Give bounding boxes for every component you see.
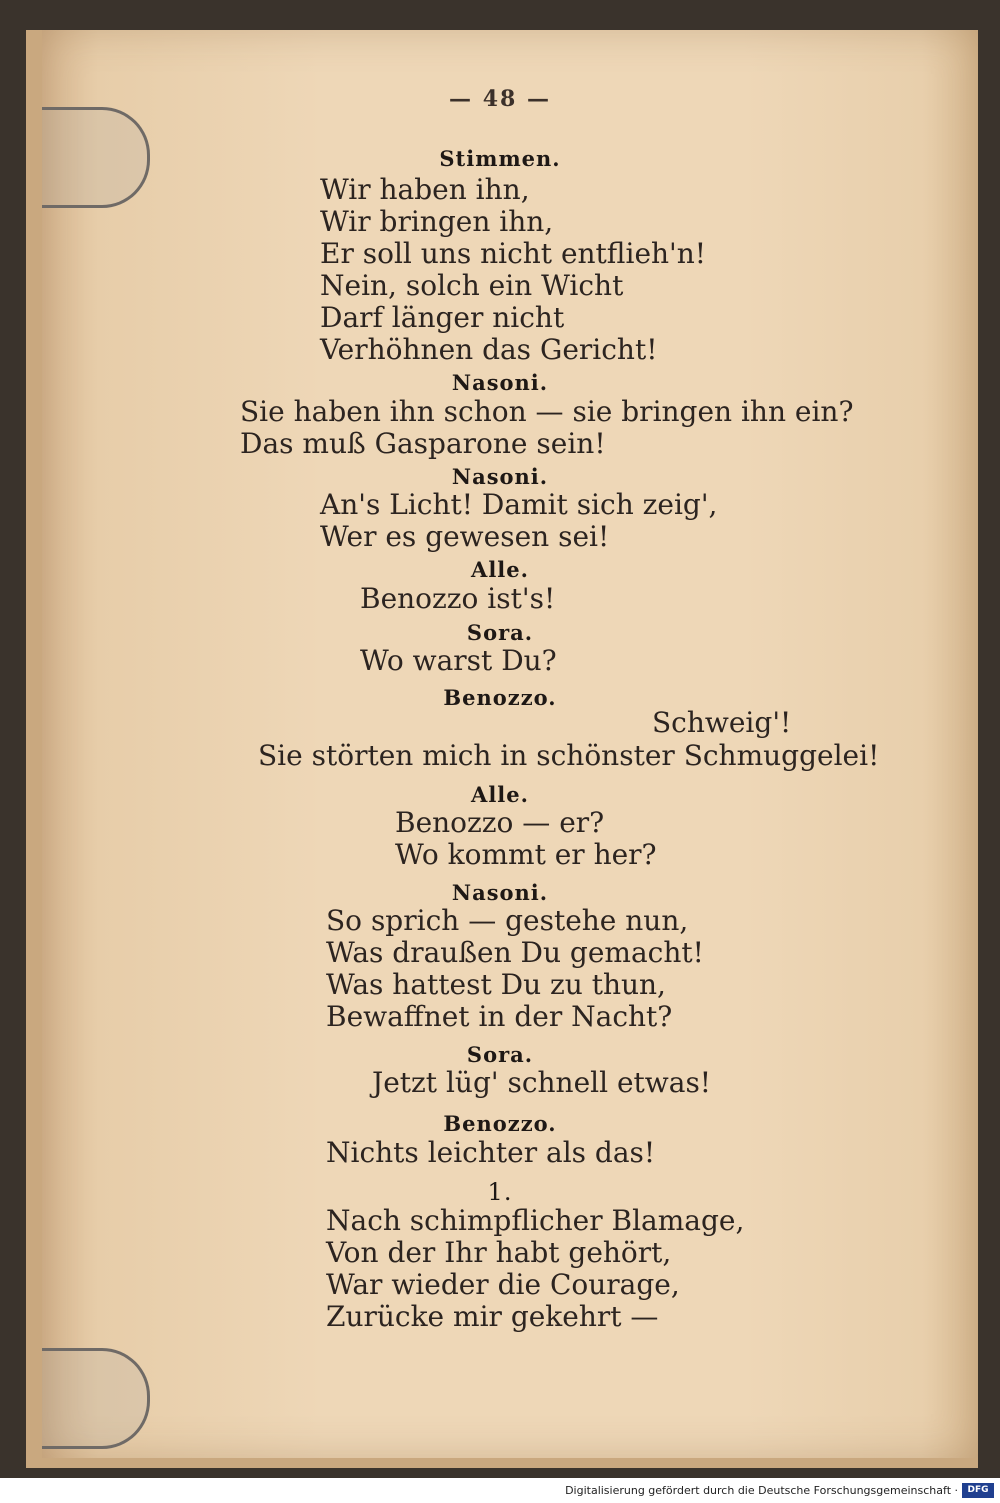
verse-line: Wo warst Du? — [360, 644, 557, 677]
speaker-label: Nasoni. — [451, 880, 549, 905]
verse-line: Wer es gewesen sei! — [320, 520, 610, 553]
verse-line: Nach schimpflicher Blamage, — [326, 1204, 745, 1237]
verse-line: Sie haben ihn schon — sie bringen ihn ein? — [240, 395, 854, 428]
verse-line: Nein, solch ein Wicht — [320, 269, 624, 302]
dfg-logo-icon: DFG — [962, 1483, 994, 1498]
speaker-label: Benozzo. — [443, 685, 557, 710]
page-number: — 48 — — [449, 86, 551, 112]
speaker-label: Benozzo. — [443, 1111, 557, 1136]
speaker-label: Sora. — [466, 1042, 534, 1067]
verse-line: Wir bringen ihn, — [320, 205, 554, 238]
verse-line: So sprich — gestehe nun, — [326, 904, 689, 937]
verse-line: War wieder die Courage, — [326, 1268, 680, 1301]
speaker-label: Alle. — [471, 557, 529, 582]
speaker-label: Sora. — [466, 620, 534, 645]
digitization-footer — [0, 1478, 1000, 1503]
verse-line: Verhöhnen das Gericht! — [320, 333, 658, 366]
page-clip-bottom — [42, 1348, 150, 1449]
verse-line: Benozzo — er? — [395, 806, 605, 839]
verse-line: Von der Ihr habt gehört, — [326, 1236, 672, 1269]
verse-line: Wir haben ihn, — [320, 173, 530, 206]
verse-line: Zurücke mir gekehrt — — [326, 1300, 659, 1333]
verse-line: Was hattest Du zu thun, — [326, 968, 666, 1001]
verse-line: Er soll uns nicht entflieh'n! — [320, 237, 707, 270]
verse-line: Sie störten mich in schönster Schmuggelei! — [258, 739, 880, 772]
verse-line: Darf länger nicht — [320, 301, 565, 334]
stanza-number: 1. — [487, 1178, 513, 1206]
speaker-label: Nasoni. — [451, 370, 549, 395]
verse-line: Schweig'! — [652, 706, 792, 739]
verse-line: Jetzt lüg' schnell etwas! — [372, 1066, 712, 1099]
speaker-label: Nasoni. — [451, 464, 549, 489]
speaker-label: Stimmen. — [439, 146, 561, 171]
verse-line: Benozzo ist's! — [360, 582, 556, 615]
verse-line: Was draußen Du gemacht! — [326, 936, 704, 969]
footer-credit: Digitalisierung gefördert durch die Deutsche Forschungsgemeinschaft · — [565, 1484, 958, 1497]
speaker-label: Alle. — [471, 782, 529, 807]
verse-line: Nichts leichter als das! — [326, 1136, 656, 1169]
verse-line: Bewaffnet in der Nacht? — [326, 1000, 673, 1033]
verse-line: Wo kommt er her? — [395, 838, 657, 871]
verse-line: Das muß Gasparone sein! — [240, 427, 606, 460]
verse-line: An's Licht! Damit sich zeig', — [320, 488, 718, 521]
